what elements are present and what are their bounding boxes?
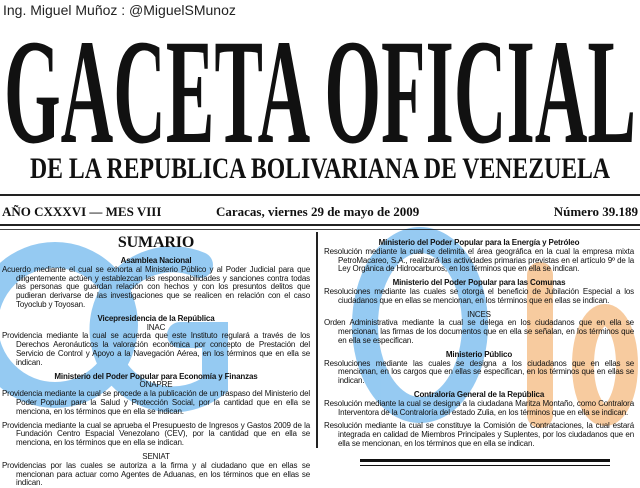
sumario-section [324, 239, 634, 274]
sumario-entry[interactable]: Acuerdo mediante el cual se exhorta al Ministerio Público y al Poder Judicial para que diligentemente actúen y establezcan las responsabilidades y sanciones contra todas las personas que guardan relación con hechos y con los presuntos delitos que pudieran derivarse de las investigaciones que se realicen en relación con el caso Toyoclub y Toyosan. [2, 264, 310, 309]
sumario-entry[interactable]: Orden Administrativa mediante la cual se delega en los ciudadanos que en ella se mencionan, las firmas de los documentos que en ella se señalan, en los términos que en ella se especifican. [324, 318, 634, 345]
section-subheading: SENIAT [142, 451, 170, 461]
sumario-entry[interactable]: Resolución mediante la cual se designa a la ciudadana Maritza Montaño, como Contralora Interventora de la Contraloría del estado Zulia, en los términos que en ella se indican. [324, 398, 634, 417]
sumario-section [324, 279, 634, 305]
section-heading: Ministerio del Poder Popular para Economía y Finanzas [54, 371, 258, 381]
sumario-entry[interactable]: Providencia mediante la cual se procede a la publicación de un traspaso del Ministerio del Poder Popular para la Salud y Protección Social, por la cantidad que en ella se menciona, en los términos que en ella se indican. [2, 389, 310, 416]
sumario-right-column [324, 234, 634, 466]
end-rule [360, 459, 610, 462]
sumario-section [2, 453, 310, 488]
masthead-subtitle-wrap [0, 150, 640, 184]
section-heading: Ministerio del Poder Popular para las Comunas [392, 278, 566, 288]
masthead [0, 20, 640, 148]
sumario-entry[interactable]: Providencia mediante la cual se acuerda que este Instituto regulará a través de los Derechos Aeronáuticos la valoración económica por concepto de Prestación del Servicio de Control y Apoyo a la Navegación Aérea, en los términos que en ella se indican. [2, 331, 310, 367]
section-heading: Vicepresidencia de la República [97, 313, 215, 323]
section-heading: Ministerio del Poder Popular para la Energía y Petróleo [378, 238, 580, 247]
masthead-subtitle: DE LA REPUBLICA BOLIVARIANA DE VENEZUELA [30, 152, 611, 184]
sumario-entry[interactable]: Resolución mediante la cual se delimita el área geográfica en la cual la empresa mixta PetroMacareo, S.A., realizará las actividades primarias previstas en el artículo 9º de la Ley Orgánica de Hidrocarburos, en los términos que en ella se indican. [324, 246, 634, 274]
sumario-heading: SUMARIO [117, 234, 195, 251]
sumario-left-column [2, 230, 310, 488]
sumario-section [2, 315, 310, 368]
section-heading: Contraloría General de la República [413, 389, 545, 399]
sumario-entry[interactable]: Providencias por las cuales se autoriza a la firma y al ciudadano que en ellas se mencionan para actuar como Agentes de Aduanas, en los términos que en ellas se indican. [2, 460, 310, 488]
author-credit: Ing. Miguel Muñoz : @MiguelSMunoz [3, 2, 236, 18]
masthead-title: GACETA OFICIAL [4, 20, 636, 148]
column-divider [316, 232, 318, 448]
section-subheading: ONAPRE [139, 380, 173, 390]
sumario-section [324, 351, 634, 386]
section-subheading: INAC [146, 322, 166, 332]
sumario-section [2, 257, 310, 310]
sumario-section [2, 373, 310, 448]
section-subheading: INCES [467, 309, 491, 319]
section-heading: Asamblea Nacional [120, 256, 192, 265]
section-heading: Ministerio Público [445, 349, 513, 359]
sumario-section [324, 391, 634, 449]
issue-date: Caracas, viernes 29 de mayo de 2009 [216, 204, 420, 219]
sumario-section [324, 311, 634, 346]
sumario-entry[interactable]: Resoluciones mediante las cuales se designa a los ciudadanos que en ellas se mencionan, en los cargos que en ellas se especifican, en los términos que en ellas se indican. [324, 358, 634, 386]
sumario-entry[interactable]: Providencia mediante la cual se aprueba el Presupuesto de Ingresos y Gastos 2009 de la Fundación Centro Espacial Venezolano (CEV), por la cantidad que en ella se menciona, en los términos que en ella se indican. [2, 420, 310, 448]
sumario-entry[interactable]: Resoluciones mediante las cuales se otorga el beneficio de Jubilación Especial a los ciudadanos que en ellas se mencionan, en los términos que en ellas se indican. [324, 286, 634, 305]
year-month: AÑO CXXXVI — MES VIII [2, 204, 162, 219]
issue-number: Número 39.189 [553, 204, 638, 219]
end-rule [360, 465, 610, 466]
divider [0, 224, 640, 226]
divider [0, 194, 640, 196]
sumario-entry[interactable]: Resolución mediante la cual se constituye la Comisión de Contrataciones, la cual estará integrada en calidad de Miembros Principales y Suplentes, por los ciudadanos que en ella se mencionan, en los términos que en ella se indican. [324, 421, 634, 448]
